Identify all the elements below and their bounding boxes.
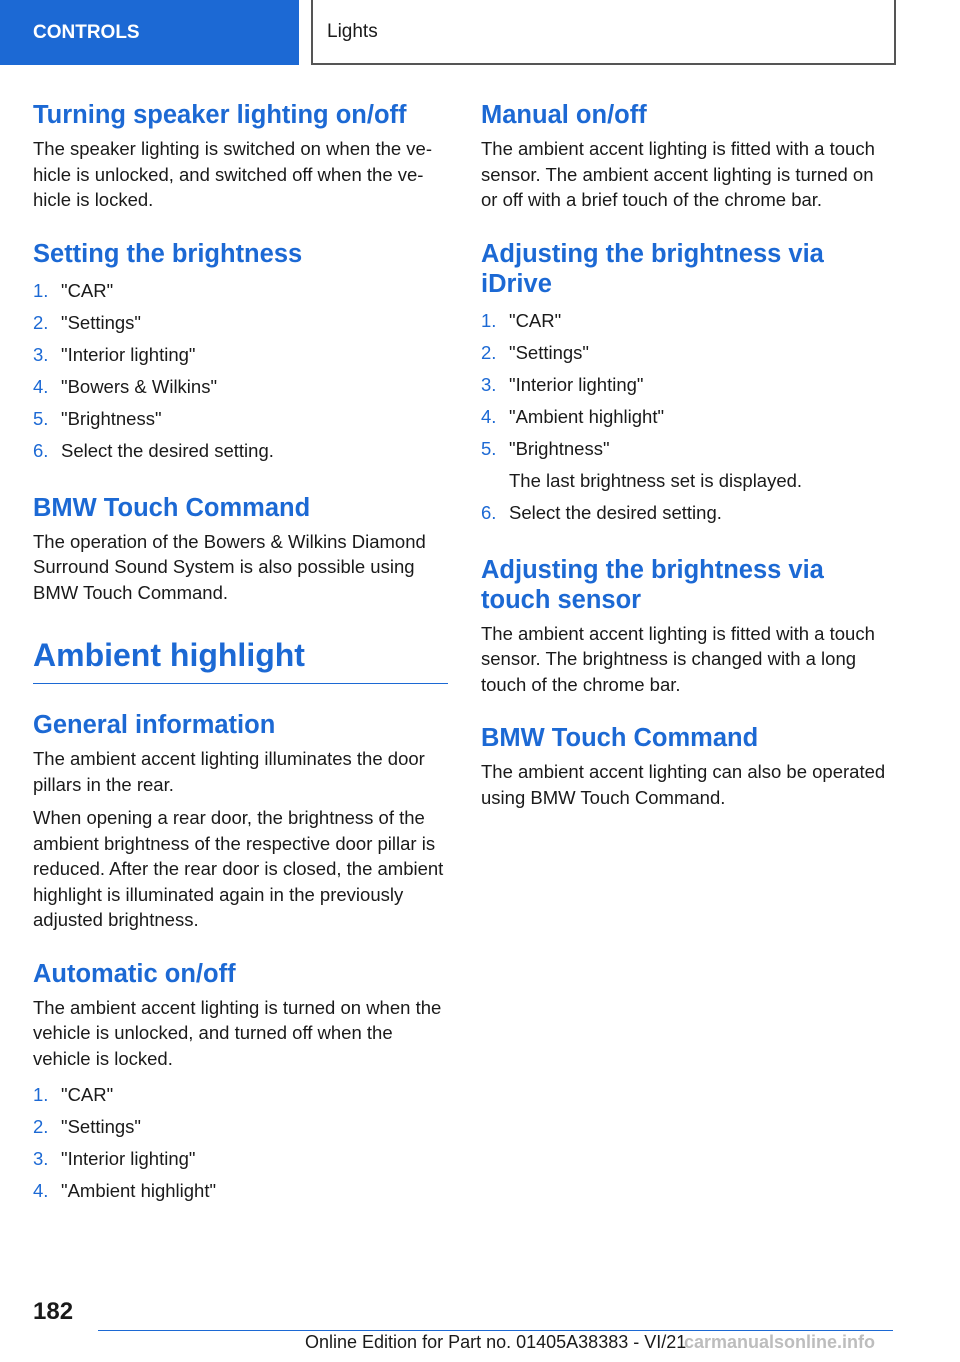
list-item: 3. "Interior lighting"	[33, 343, 196, 365]
idrive-last-step	[481, 497, 893, 529]
list-item: 3. "Interior lighting"	[481, 373, 644, 395]
left-column	[33, 100, 448, 1207]
chapter-title: Lights	[327, 20, 378, 42]
general-info-text-1: The ambient accent lighting illuminates the door pillars in the rear.	[33, 748, 425, 795]
list-item: 2. "Settings"	[33, 311, 141, 333]
list-item: 2. "Settings"	[33, 1116, 141, 1137]
touch-command-heading-right: BMW Touch Command	[481, 724, 759, 752]
brightness-steps	[33, 275, 448, 467]
list-item: 1. "CAR"	[33, 279, 114, 301]
list-item: 4. "Ambient highlight"	[481, 405, 665, 427]
idrive-brightness-heading: Adjusting the brightness via iDrive	[481, 239, 824, 298]
auto-on-off-text: The ambient accent lighting is turned on when the vehicle is unlocked, and turned off when the vehicle is locked.	[33, 996, 442, 1069]
general-info-heading: General information	[33, 711, 276, 739]
touch-command-heading: BMW Touch Command	[33, 493, 311, 522]
watermark: carmanualsonline.info	[684, 1332, 876, 1352]
auto-steps	[33, 1079, 448, 1207]
speaker-heading: Turning speaker lighting on/off	[33, 101, 407, 129]
section-tab	[0, 0, 299, 65]
touch-sensor-heading: Adjusting the brightness via touch sensor	[481, 555, 824, 614]
touch-command-text-right: The ambient accent lighting can also be operated using BMW Touch Command.	[481, 761, 886, 808]
manual-on-off-heading: Manual on/off	[481, 101, 647, 129]
page-number: 182	[33, 1298, 74, 1325]
general-info-text-2: When opening a rear door, the brightness of the ambient brightness of the respective door pillar is reduced. After the rear door is closed, the ambient highlight is illuminated again in the previously adjusted brightness.	[33, 807, 444, 930]
edition-text: Online Edition for Part no. 01405A38383 - VI/21	[305, 1332, 687, 1352]
list-item: 1. "CAR"	[33, 1084, 114, 1105]
manual-on-off-text: The ambient accent lighting is fitted with a touch sensor. The ambient accent lighting is turned on or off with a brief touch of the chrome bar.	[481, 138, 875, 210]
list-item: 4. "Bowers & Wilkins"	[33, 375, 218, 397]
list-item: 5. "Brightness"	[481, 437, 610, 459]
speaker-text: The speaker lighting is switched on when the vehicle is unlocked, and switched off when the vehicle is locked.	[33, 138, 433, 210]
list-item: 5. "Brightness"	[33, 407, 162, 429]
auto-on-off-heading: Automatic on/off	[33, 959, 236, 988]
touch-command-text: The operation of the Bowers & Wilkins Diamond Surround Sound System is also possible using BMW Touch Command.	[33, 530, 426, 603]
touch-sensor-text: The ambient accent lighting is fitted with a touch sensor. The brightness is changed with a long touch of the chrome bar.	[481, 622, 875, 695]
chapter-header	[311, 0, 896, 65]
brightness-heading: Setting the brightness	[33, 239, 303, 268]
list-item: 6. Select the desired setting.	[481, 501, 722, 523]
idrive-step-note: The last brightness set is displayed.	[509, 469, 803, 491]
idrive-steps	[481, 305, 893, 465]
list-item: 4. "Ambient highlight"	[33, 1180, 217, 1201]
list-item: 1. "CAR"	[481, 309, 562, 331]
list-item: 6. Select the desired setting.	[33, 439, 274, 461]
list-item: 2. "Settings"	[481, 341, 589, 363]
right-column	[481, 100, 893, 810]
ambient-highlight-heading: Ambient highlight	[33, 635, 448, 684]
section-tab-label: CONTROLS	[33, 21, 140, 43]
list-item: 3. "Interior lighting"	[33, 1148, 196, 1169]
footer-divider	[98, 1330, 893, 1331]
